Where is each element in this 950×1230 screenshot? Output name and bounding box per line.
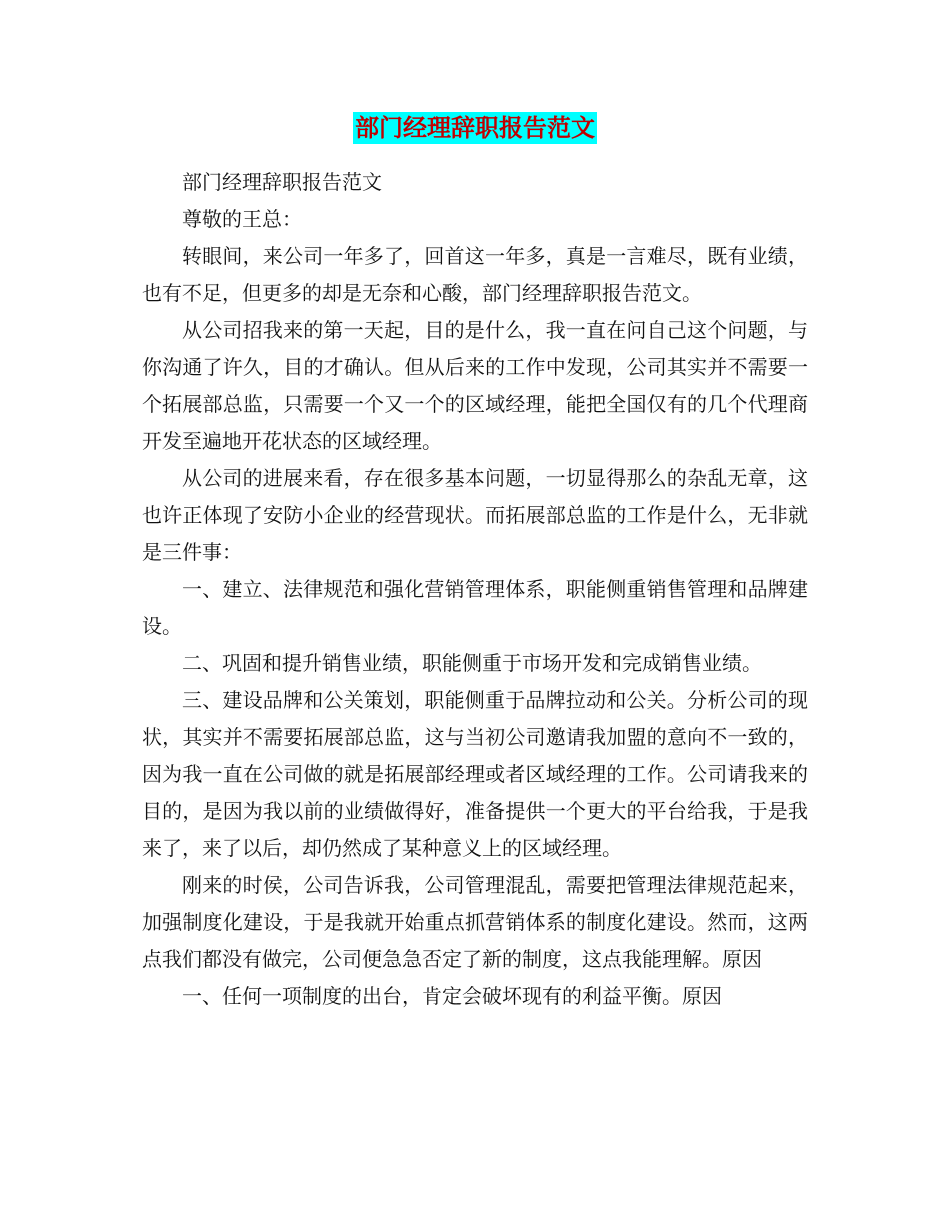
paragraph: 刚来的时侯，公司告诉我，公司管理混乱，需要把管理法律规范起来，加强制度化建设，于是我就开始重点抓营销体系的制度化建设。然而，这两点我们都没有做完，公司便急急否定了新的制度，这点我能理解。原因: [142, 873, 808, 971]
document-body: [142, 164, 808, 1015]
paragraph: 尊敬的王总：: [182, 207, 302, 231]
paragraph: 二、巩固和提升销售业绩，职能侧重于市场开发和完成销售业绩。: [182, 651, 762, 675]
paragraph: 转眼间，来公司一年多了，回首这一年多，真是一言难尽，既有业绩，也有不足，但更多的却是无奈和心酸，部门经理辞职报告范文。: [142, 244, 808, 305]
paragraph: 三、建设品牌和公关策划，职能侧重于品牌拉动和公关。分析公司的现状，其实并不需要拓展部总监，这与当初公司邀请我加盟的意向不一致的，因为我一直在公司做的就是拓展部经理或者区域经理的工作。公司请我来的目的，是因为我以前的业绩做得好，准备提供一个更大的平台给我，于是我来了，来了以后，却仍然成了某种意义上的区域经理。: [142, 688, 808, 860]
paragraph: 一、任何一项制度的出台，肯定会破坏现有的利益平衡。原因: [182, 984, 722, 1008]
paragraph: 从公司招我来的第一天起，目的是什么，我一直在问自己这个问题，与你沟通了许久，目的才确认。但从后来的工作中发现，公司其实并不需要一个拓展部总监，只需要一个又一个的区域经理，能把全国仅有的几个代理商开发至遍地开花状态的区域经理。: [142, 318, 808, 453]
title-wrap: [0, 112, 950, 144]
paragraph: 从公司的进展来看，存在很多基本问题，一切显得那么的杂乱无章，这也许正体现了安防小企业的经营现状。而拓展部总监的工作是什么，无非就是三件事：: [142, 466, 808, 564]
paragraph: 部门经理辞职报告范文: [182, 170, 382, 194]
page-title: 部门经理辞职报告范文: [355, 113, 595, 142]
paragraph: 一、建立、法律规范和强化营销管理体系，职能侧重销售管理和品牌建设。: [142, 577, 808, 638]
